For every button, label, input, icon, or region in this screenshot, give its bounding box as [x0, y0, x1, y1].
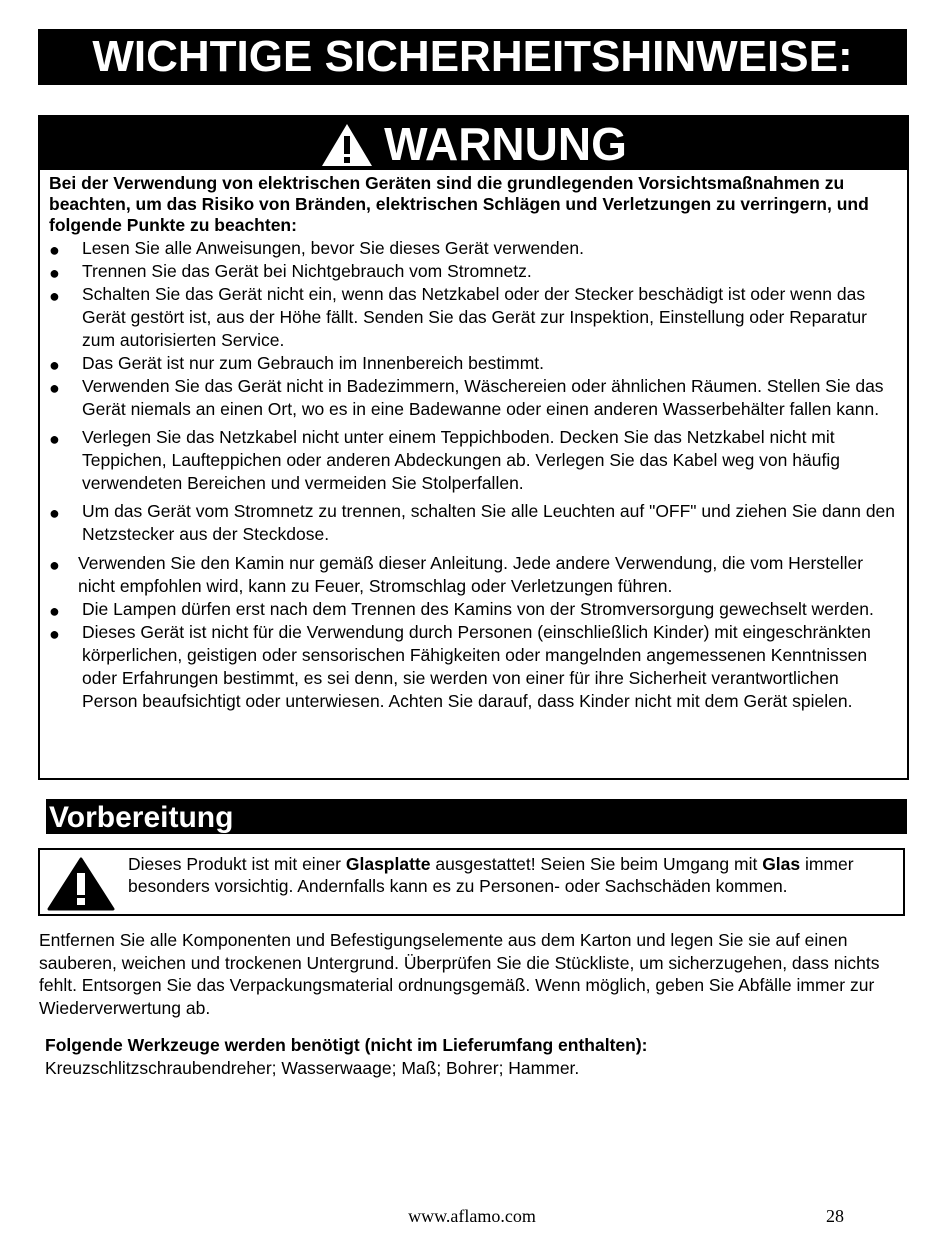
list-item: ● Verwenden Sie den Kamin nur gemäß dieser Anleitung. Jede andere Verwendung, die vom Hersteller nicht empfohlen wird, kann zu Feuer, Stromschlag oder Verletzungen führen.: [49, 553, 864, 596]
list-item: ● Das Gerät ist nur zum Gebrauch im Innenbereich bestimmt.: [49, 353, 544, 375]
list-item: ● Um das Gerät vom Stromnetz zu trennen, schalten Sie alle Leuchten auf "OFF" und ziehen Sie dann den Netzstecker aus der Steckdose.: [49, 501, 896, 544]
footer-url: www.aflamo.com: [408, 1206, 536, 1226]
bullet-icon: ●: [49, 355, 60, 375]
warning-header: [40, 117, 907, 170]
warning-triangle-icon: [320, 122, 374, 168]
bullet-icon: ●: [49, 286, 60, 306]
bullet-icon: ●: [49, 263, 60, 283]
warning-heading: WARNUNG: [384, 117, 627, 170]
list-item: ● Dieses Gerät ist nicht für die Verwendung durch Personen (einschließlich Kinder) mit eingeschränkten körperlichen, geistigen oder sensorischen Fähigkeiten oder mangelnden angemessenen Kenntnissen oder Erfahrungen bestimmt, es sei denn, sie werden von einer für ihre Sicherheit verantwortlichen Person beaufsichtigt oder unterwiesen. Achten Sie darauf, dass Kinder nicht mit dem Gerät spielen.: [49, 622, 871, 711]
list-item: ● Verlegen Sie das Netzkabel nicht unter einem Teppichboden. Decken Sie das Netzkabel nicht mit Teppichen, Laufteppichen oder anderen Abdeckungen ab. Verlegen Sie das Kabel weg von häufig verwendeten Bereichen und vermeiden Sie Stolperfallen.: [49, 427, 840, 493]
bullet-icon: ●: [49, 378, 60, 398]
tools-heading: Folgende Werkzeuge werden benötigt (nicht im Lieferumfang enthalten):: [45, 1035, 648, 1055]
warning-triangle-icon: [46, 856, 116, 912]
list-item: ● Verwenden Sie das Gerät nicht in Badezimmern, Wäschereien oder ähnlichen Räumen. Stellen Sie das Gerät niemals an einen Ort, wo es in eine Badewanne oder einen anderen Wasserbehälter fallen kann.: [49, 376, 884, 419]
list-item: ● Schalten Sie das Gerät nicht ein, wenn das Netzkabel oder der Stecker beschädigt ist oder wenn das Gerät gestört ist, aus der Höhe fällt. Senden Sie das Gerät zur Inspektion, Einstellung oder Reparatur zum autorisierten Service.: [49, 284, 868, 350]
list-item: ● Die Lampen dürfen erst nach dem Trennen des Kamins von der Stromversorgung gewechselt werden.: [49, 599, 874, 621]
page-number: 28: [826, 1206, 844, 1226]
preparation-paragraph: Entfernen Sie alle Komponenten und Befestigungselemente aus dem Karton und legen Sie sie auf einen sauberen, weichen und trockenen Untergrund. Überprüfen Sie die Stückliste, um sicherzugehen, dass nichts fehlt. Entsorgen Sie das Verpackungsmaterial ordnungsgemäß. Wenn möglich, geben Sie Abfälle immer zur Wiederverwertung ab.: [39, 930, 880, 1018]
bullet-icon: ●: [49, 555, 60, 575]
list-item: ● Trennen Sie das Gerät bei Nichtgebrauch vom Stromnetz.: [49, 261, 532, 283]
section-heading: Vorbereitung: [46, 799, 907, 834]
bullet-icon: ●: [49, 624, 60, 644]
bullet-icon: ●: [49, 240, 60, 260]
warning-box: [38, 115, 909, 780]
caution-box: [38, 848, 905, 916]
bullet-icon: ●: [49, 601, 60, 621]
bullet-icon: ●: [49, 503, 60, 523]
list-item: ● Lesen Sie alle Anweisungen, bevor Sie dieses Gerät verwenden.: [49, 238, 584, 260]
warning-list: [40, 237, 907, 713]
warning-intro: Bei der Verwendung von elektrischen Geräten sind die grundlegenden Vorsichtsmaßnahmen zu beachten, um das Risiko von Bränden, elektrischen Schlägen und Verletzungen zu verringern, und folgende Punkte zu beachten:: [49, 173, 869, 235]
bullet-icon: ●: [49, 429, 60, 449]
page-title: WICHTIGE SICHERHEITSHINWEISE:: [38, 29, 907, 85]
tools-list: Kreuzschlitzschraubendreher; Wasserwaage; Maß; Bohrer; Hammer.: [45, 1058, 580, 1078]
caution-text: Dieses Produkt ist mit einer Glasplatte ausgestattet! Seien Sie beim Umgang mit Glas immer besonders vorsichtig. Andernfalls kann es zu Personen- oder Sachschäden kommen.: [128, 854, 854, 896]
